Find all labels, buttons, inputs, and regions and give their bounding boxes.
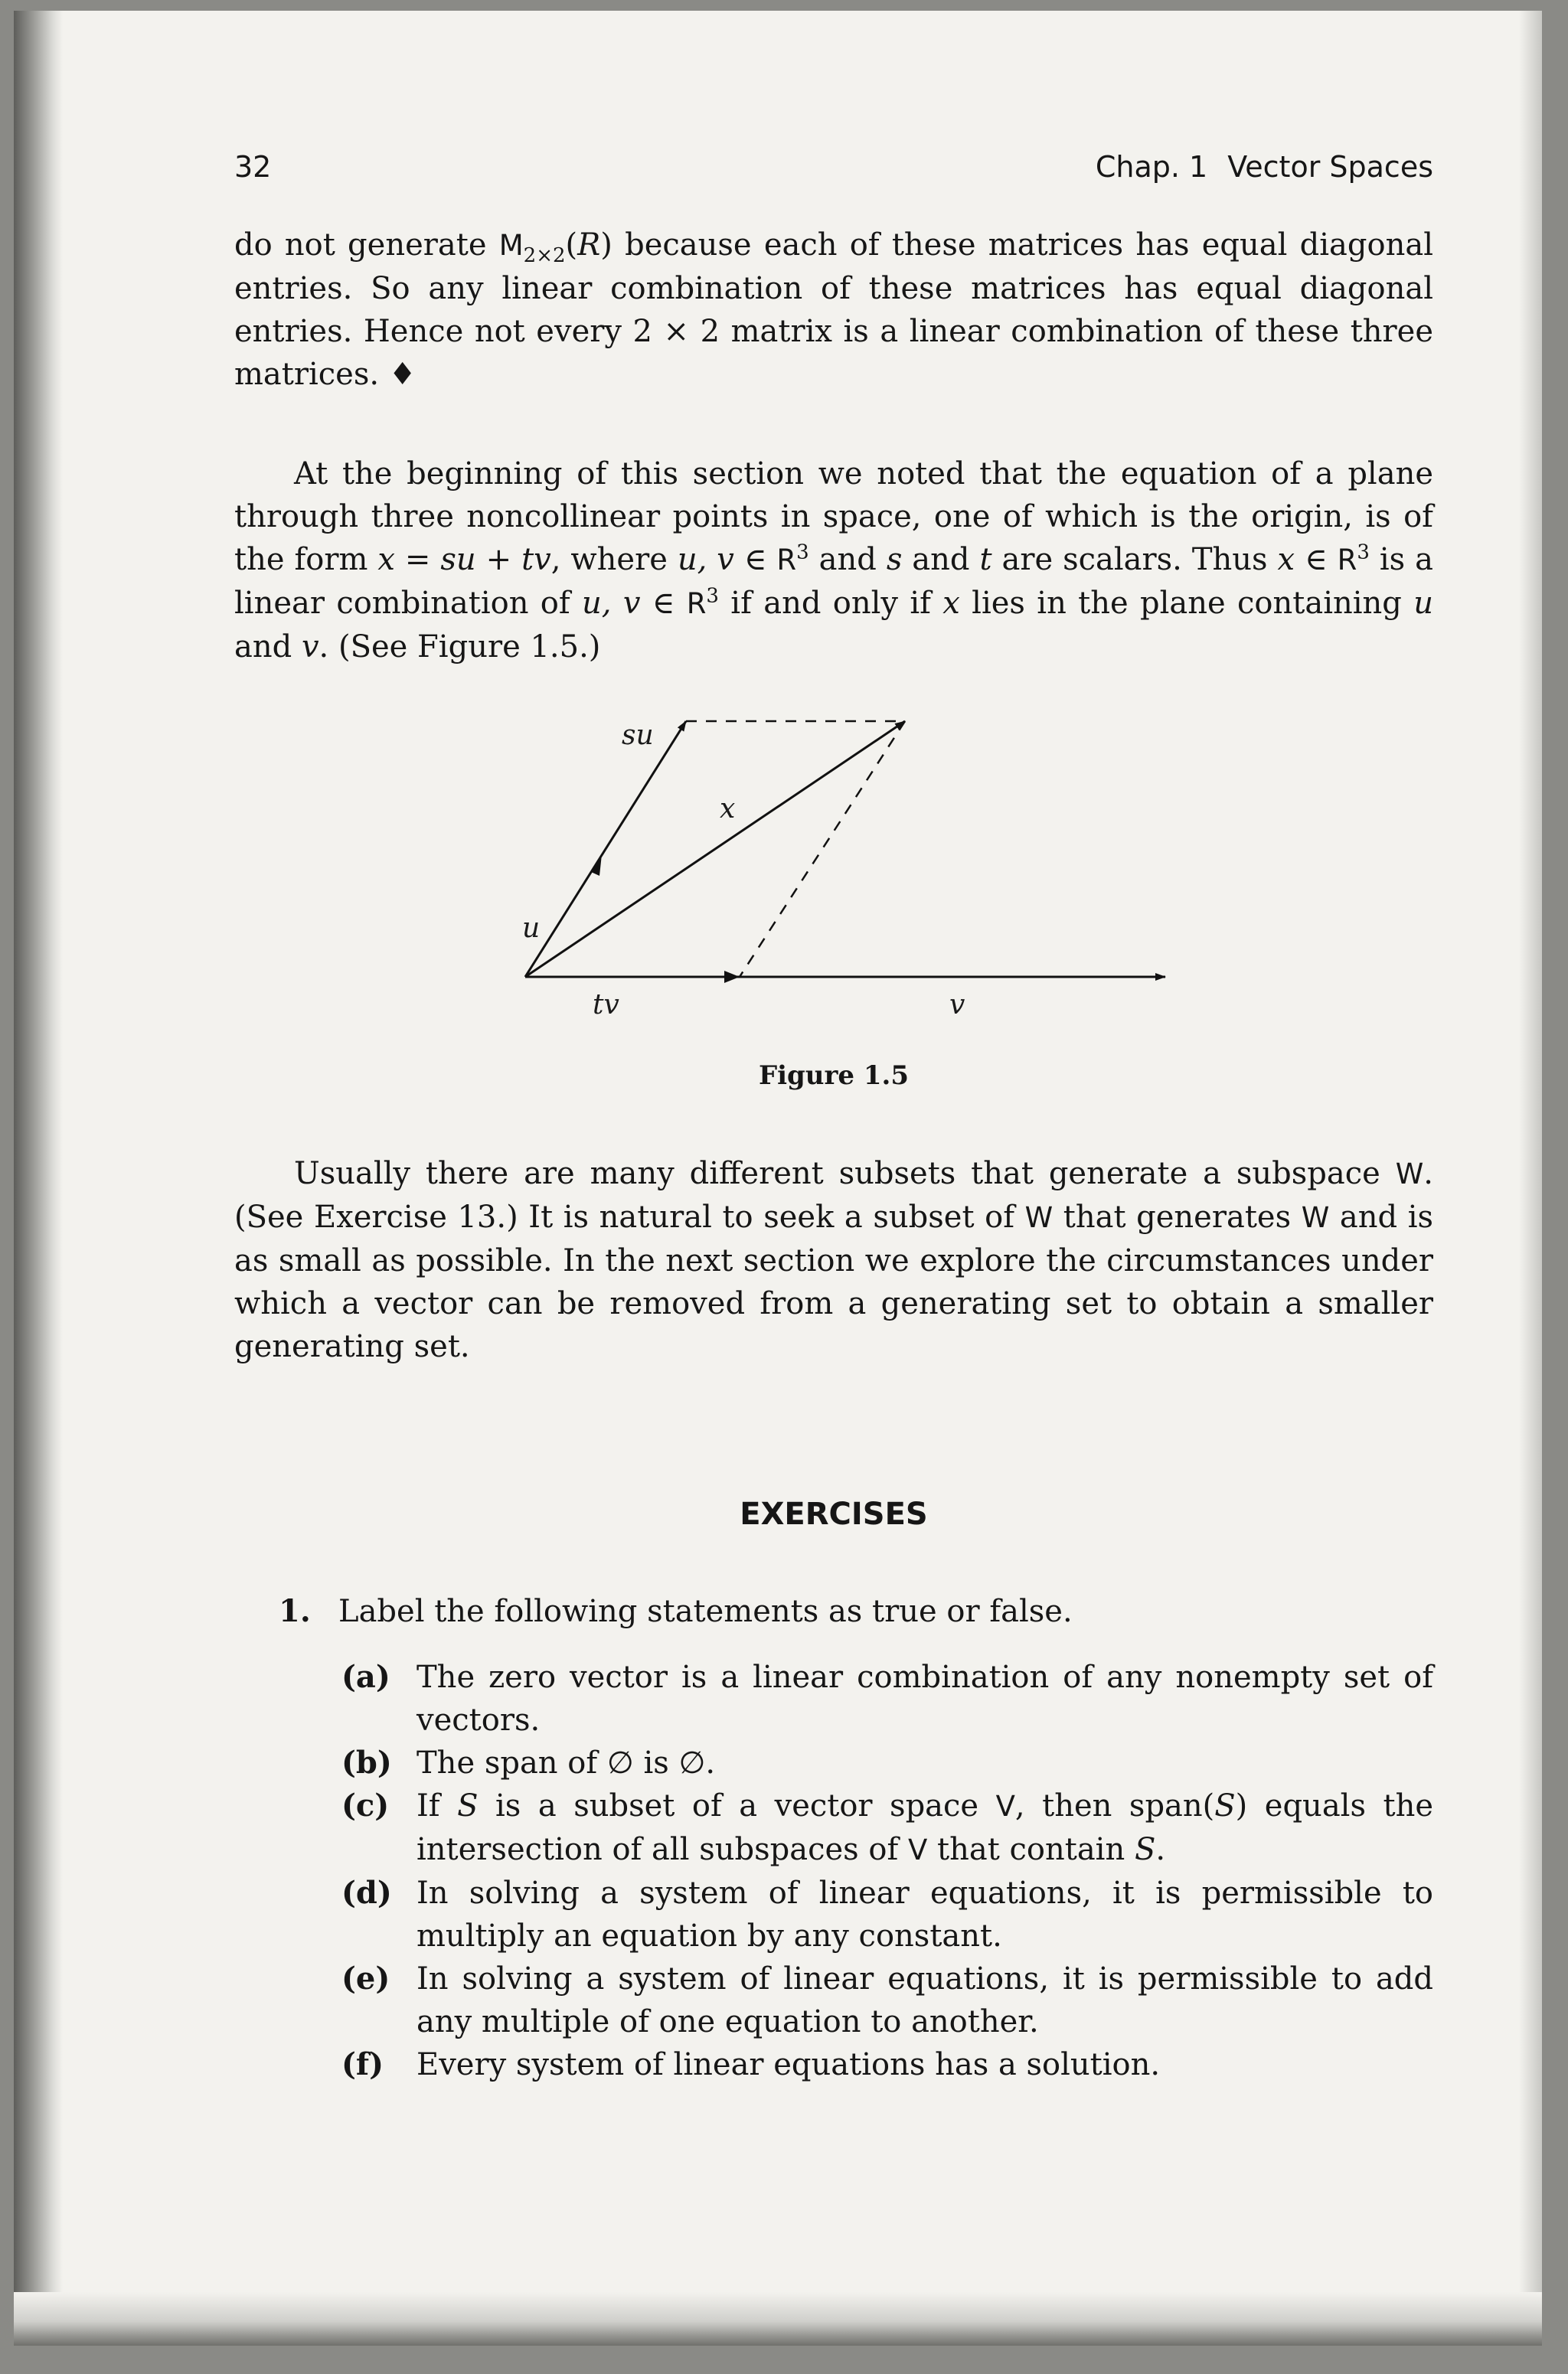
end-of-example-mark: ♦ [388,357,416,392]
vector-x [525,721,905,977]
figure-1-5-diagram [505,704,1194,1026]
chapter-number: Chap. 1 [1095,150,1208,184]
vector-u-arrowhead [591,854,602,876]
dashed-right-edge [740,721,905,977]
label-u: u [522,913,541,944]
exercise-number: 1. [279,1593,311,1629]
label-x: x [720,793,736,825]
vector-tv-arrowhead [724,971,740,983]
exercise-prompt: Label the following statements as true or false. [338,1594,1073,1629]
paragraph-2: At the beginning of this section we noted that the equation of a plane through three noncollinear points in space, one of which is the origin, is of the form x = su + tv, where u, v ∈ $R^3$ and s and t are scalars. Thus x ∈ $R^3$ is a linear combination of u, v ∈ $R^3$ if and only if x lies in the plane containing u and v. (See Figure 1.5.) [234,456,1434,665]
book-spine-shadow [14,11,63,2346]
exercise-item-f: (f) Every system of linear equations has a solution. [341,2046,1161,2082]
exercises-heading: EXERCISES [740,1497,928,1532]
exercise-1 [279,1590,1433,1633]
exercise-item-d: (d) In solving a system of linear equations, it is permissible to multiply an equation by any constant. [341,1875,1433,1954]
exercise-1-items [341,1656,1433,2086]
paragraph-3: Usually there are many different subsets that generate a subspace W. (See Exercise 13.) It is natural to seek a subset of W that generates W and is as small as possible. In the next section we explore the circumstances under which a vector can be removed from a generating set to obtain a smaller generating set. [234,1156,1434,1364]
chapter-title: Vector Spaces [1227,150,1433,184]
page-bottom-edge [14,2292,1542,2346]
vector-su [525,721,686,977]
label-su: su [622,720,654,751]
exercise-item-e: (e) In solving a system of linear equations, it is permissible to add any multiple of one equation to another. [341,1961,1433,2039]
label-tv: tv [593,989,619,1020]
exercise-item-b: (b) The span of ∅ is ∅. [341,1745,716,1781]
running-header [234,150,1433,188]
page-right-edge [1519,11,1542,2346]
figure-caption: Figure 1.5 [758,1060,910,1091]
running-head [1096,150,1433,184]
label-v: v [949,989,965,1020]
exercise-item-a: (a) The zero vector is a linear combination of any nonempty set of vectors. [341,1659,1433,1738]
page-number: 32 [234,150,272,184]
exercise-item-c: (c) If S is a subset of a vector space V, then span(S) equals the intersection of all subspaces of V that contain S. [341,1788,1433,1867]
paragraph-1: do not generate $M_{2\times 2}(R)$ because each of these matrices has equal diagonal entries. So any linear combination of these matrices has equal diagonal entries. Hence not every 2 × 2 matrix is a linear combination of these three matrices. ♦ [234,227,1433,392]
